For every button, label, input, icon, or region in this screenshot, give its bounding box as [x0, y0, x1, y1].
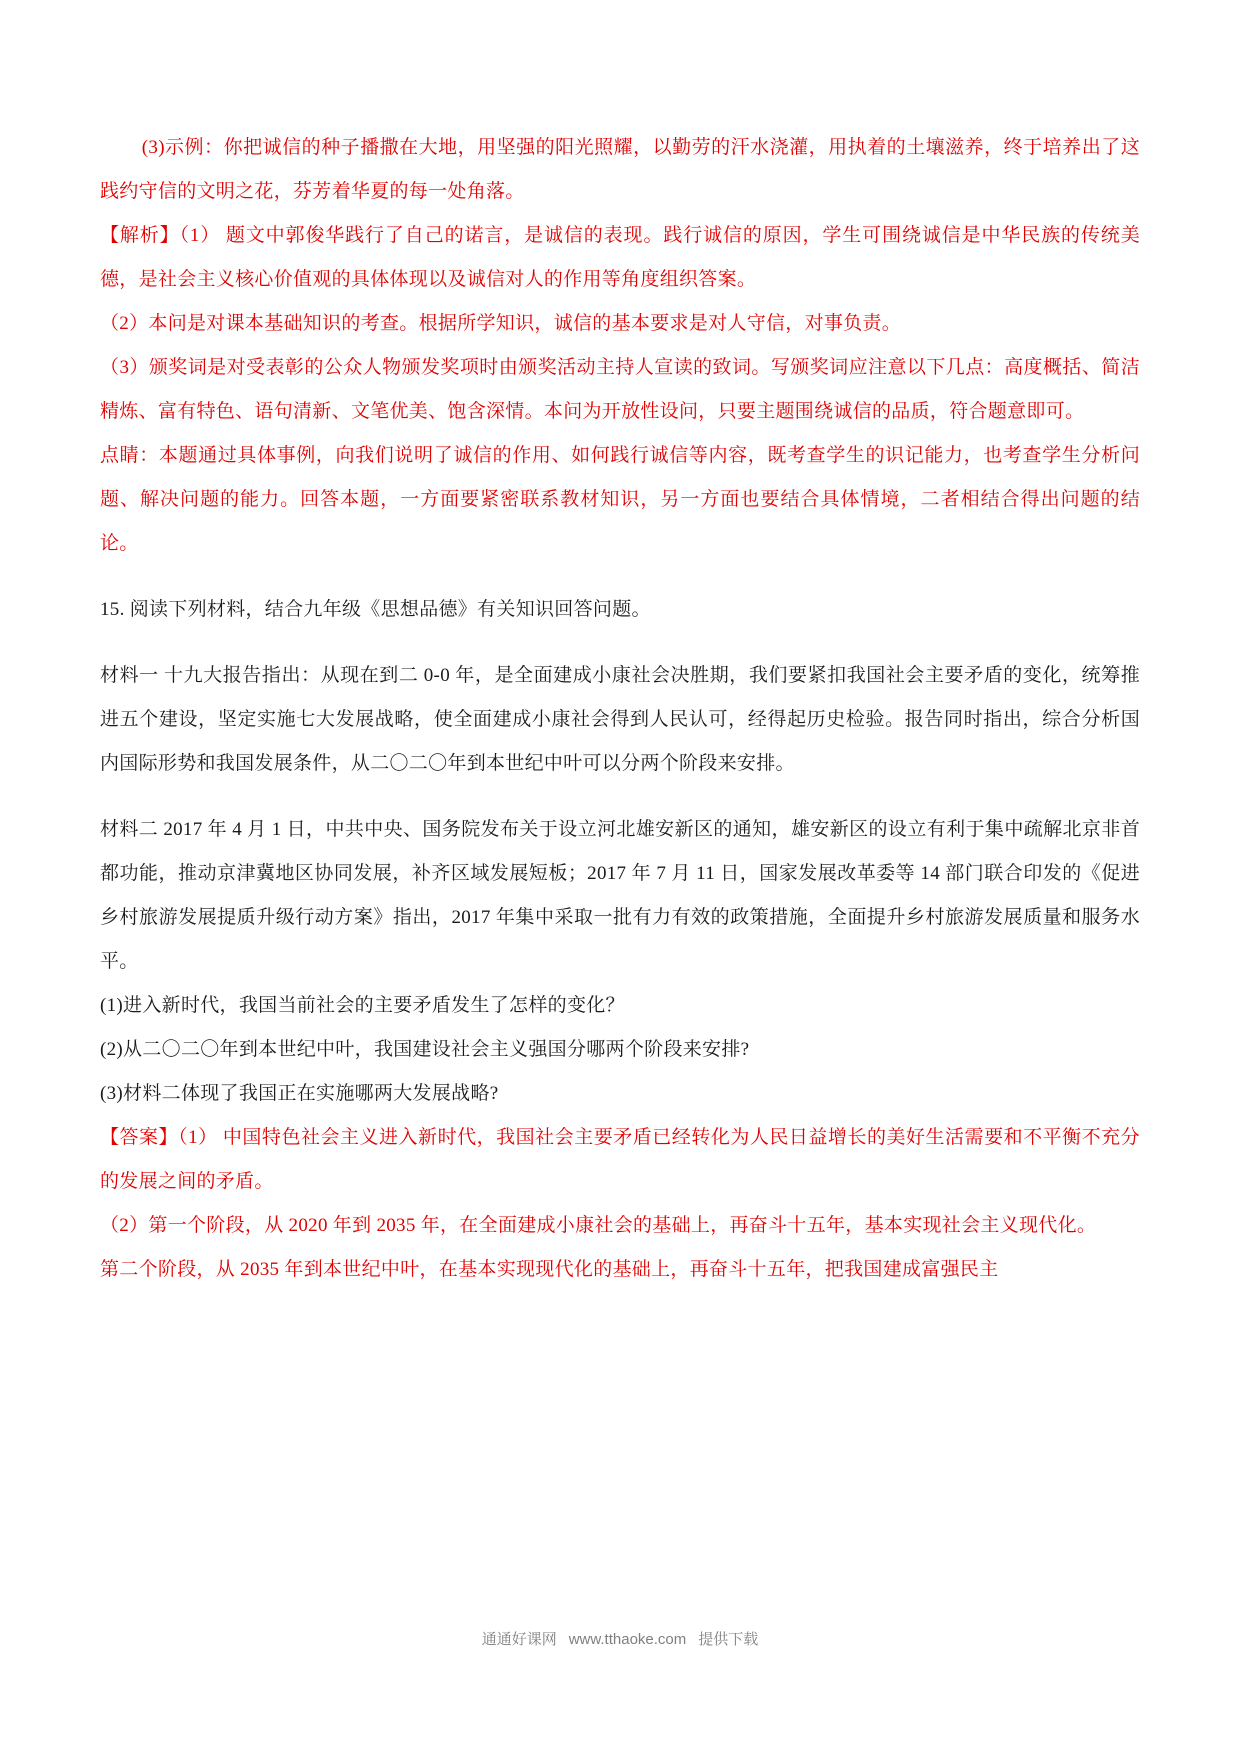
material-one: 材料一 十九大报告指出：从现在到二 0-0 年，是全面建成小康社会决胜期，我们要紧扣我国社会主要矛盾的变化，统筹推进五个建设，坚定实施七大发展战略，使全面建成小康社会得到人民认可，经得起历史检验。报告同时指出，综合分析国内国际形势和我国发展条件，从二〇二〇年到本世纪中叶可以分两个阶段来安排。: [100, 665, 1140, 774]
footer-site-name: 通通好课网: [481, 1631, 557, 1648]
analysis-part2: （2）本问是对课本基础知识的考查。根据所学知识，诚信的基本要求是对人守信，对事负责。: [100, 313, 902, 334]
footer-download-label: 提供下载: [698, 1631, 759, 1648]
answer-part2-stage1: （2）第一个阶段，从 2020 年到 2035 年，在全面建成小康社会的基础上，再奋斗十五年，基本实现社会主义现代化。: [100, 1215, 1097, 1236]
answer-part2-stage2: 第二个阶段，从 2035 年到本世纪中叶，在基本实现现代化的基础上，再奋斗十五年，把我国建成富强民主: [100, 1259, 999, 1280]
page-footer: [0, 1628, 1240, 1649]
example-answer-part3: (3)示例：你把诚信的种子播撒在大地，用坚强的阳光照耀，以勤劳的汗水浇灌，用执着的土壤滋养，终于培养出了这践约守信的文明之花，芬芳着华夏的每一处角落。: [100, 137, 1140, 202]
answer-part1: 【答案】（1） 中国特色社会主义进入新时代，我国社会主要矛盾已经转化为人民日益增长的美好生活需要和不平衡不充分的发展之间的矛盾。: [100, 1127, 1140, 1192]
question-15-stem: 15. 阅读下列材料，结合九年级《思想品德》有关知识回答问题。: [100, 599, 651, 620]
footer-site-url: www.tthaoke.com: [568, 1631, 687, 1648]
document-body: [100, 126, 1140, 1292]
material-two: 材料二 2017 年 4 月 1 日，中共中央、国务院发布关于设立河北雄安新区的通知，雄安新区的设立有利于集中疏解北京非首都功能，推动京津冀地区协同发展，补齐区域发展短板；2017 年 7 月 11 日，国家发展改革委等 14 部门联合印发的《促进乡村旅游发展提质升级行动方案》指出，2017 年集中采取一批有力有效的政策措施，全面提升乡村旅游发展质量和服务水平。: [100, 819, 1140, 972]
analysis-part3: （3）颁奖词是对受表彰的公众人物颁发奖项时由颁奖活动主持人宣读的致词。写颁奖词应注意以下几点：高度概括、简洁精炼、富有特色、语句清新、文笔优美、饱含深情。本问为开放性设问，只要主题围绕诚信的品质，符合题意即可。: [100, 357, 1140, 422]
key-tip-paragraph: 点睛：本题通过具体事例，向我们说明了诚信的作用、如何践行诚信等内容，既考查学生的识记能力，也考查学生分析问题、解决问题的能力。回答本题，一方面要紧密联系教材知识，另一方面也要结合具体情境，二者相结合得出问题的结论。: [100, 445, 1140, 554]
sub-question-1: (1)进入新时代，我国当前社会的主要矛盾发生了怎样的变化？: [100, 995, 625, 1016]
analysis-part1: 【解析】（1） 题文中郭俊华践行了自己的诺言，是诚信的表现。践行诚信的原因，学生可围绕诚信是中华民族的传统美德，是社会主义核心价值观的具体体现以及诚信对人的作用等角度组织答案。: [100, 225, 1140, 290]
sub-question-2: (2)从二〇二〇年到本世纪中叶，我国建设社会主义强国分哪两个阶段来安排?: [100, 1039, 750, 1060]
sub-question-3: (3)材料二体现了我国正在实施哪两大发展战略?: [100, 1083, 499, 1104]
